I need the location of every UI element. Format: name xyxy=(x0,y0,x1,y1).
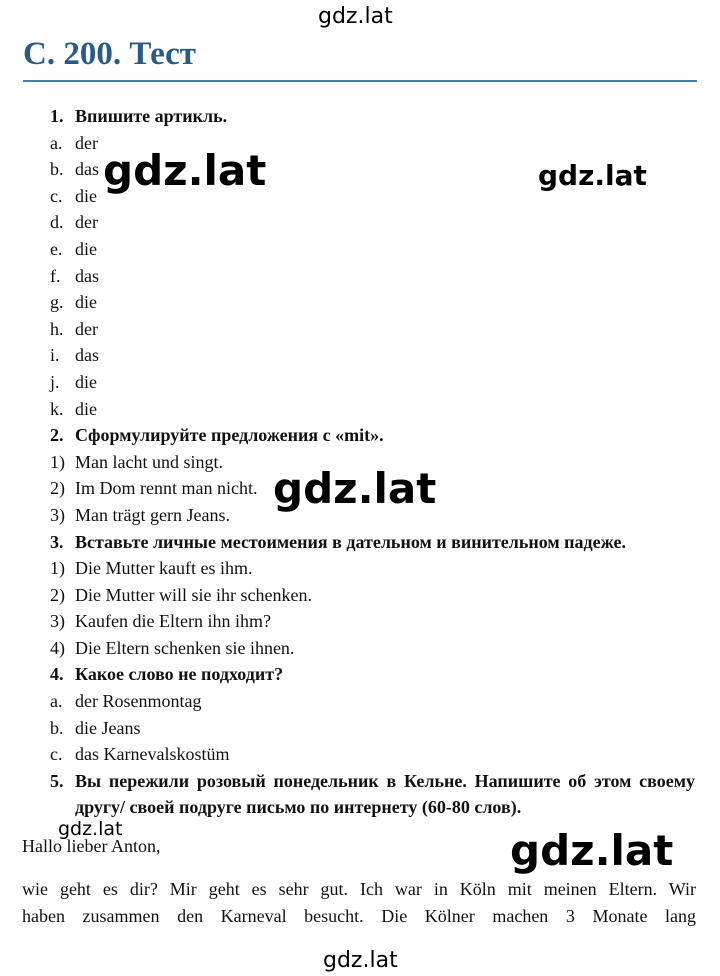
answer-mark: c. xyxy=(50,185,63,206)
answer-1g xyxy=(50,289,696,316)
answer-mark: 1) xyxy=(50,558,65,579)
answer-mark: 2) xyxy=(50,584,65,605)
answer-mark: a. xyxy=(50,691,63,712)
answer-text: die Jeans xyxy=(75,717,141,738)
answer-text: der xyxy=(75,318,98,339)
answer-text: der xyxy=(75,212,98,233)
watermark: gdz.lat xyxy=(538,159,647,192)
question-2 xyxy=(50,422,696,449)
answer-mark: c. xyxy=(50,744,63,765)
answer-3-2 xyxy=(50,582,696,609)
answer-mark: k. xyxy=(50,398,64,419)
question-number: 1. xyxy=(50,106,64,126)
answer-mark: g. xyxy=(50,292,64,313)
answer-mark: 3) xyxy=(50,504,65,525)
watermark: gdz.lat xyxy=(510,826,674,875)
answer-1i xyxy=(50,342,696,369)
question-text: Вставьте личные местоимения в дательном и винительном падеже. xyxy=(75,531,626,552)
answer-mark: i. xyxy=(50,345,60,366)
answer-mark: e. xyxy=(50,238,63,259)
answer-1k xyxy=(50,396,696,423)
answer-3-3 xyxy=(50,608,696,635)
test-content xyxy=(50,103,696,821)
answer-mark: 1) xyxy=(50,451,65,472)
answer-text: Kaufen die Eltern ihn ihm? xyxy=(75,611,271,632)
answer-mark: 3) xyxy=(50,611,65,632)
watermark: gdz.lat xyxy=(318,4,393,29)
question-number: 5. xyxy=(50,770,64,791)
watermark: gdz.lat xyxy=(103,146,267,195)
watermark: gdz.lat xyxy=(273,464,437,513)
answer-3-4 xyxy=(50,635,696,662)
question-text: Сформулируйте предложения с «mit». xyxy=(75,425,384,446)
answer-1h xyxy=(50,316,696,343)
answer-mark: d. xyxy=(50,212,64,233)
answer-mark: 2) xyxy=(50,478,65,499)
answer-text: die xyxy=(75,398,97,419)
answer-text: die xyxy=(75,292,97,313)
answer-text: das xyxy=(75,265,99,286)
answer-1e xyxy=(50,236,696,263)
question-4 xyxy=(50,661,696,688)
answer-3-1 xyxy=(50,555,696,582)
title-divider xyxy=(23,80,697,82)
letter-greeting: Hallo lieber Anton, xyxy=(22,836,161,856)
answer-1d xyxy=(50,209,696,236)
answer-text: Man lacht und singt. xyxy=(75,451,223,472)
answer-text: die xyxy=(75,238,97,259)
answer-text: das xyxy=(75,159,99,180)
answer-text: Die Mutter will sie ihr schenken. xyxy=(75,584,312,605)
watermark: gdz.lat xyxy=(323,948,398,973)
answer-text: Die Mutter kauft es ihm. xyxy=(75,558,253,579)
question-number: 2. xyxy=(50,425,64,446)
answer-text: das xyxy=(75,345,99,366)
question-1 xyxy=(50,103,696,130)
answer-mark: a. xyxy=(50,132,63,153)
question-text: Впишите артикль. xyxy=(75,106,228,126)
question-number: 4. xyxy=(50,664,64,685)
letter-line: wie geht es dir? Mir geht es sehr gut. Ich war in Köln mit meinen Eltern. Wir xyxy=(22,879,696,899)
answer-1j xyxy=(50,369,696,396)
answer-mark: f. xyxy=(50,265,61,286)
question-text: Вы пережили розовый понедельник в Кельне. Напишите об этом своему другу/ своей подруге письмо по интернету (60-80 слов). xyxy=(75,770,695,817)
answer-mark: b. xyxy=(50,159,64,180)
answer-text: die xyxy=(75,185,97,206)
answer-text: der xyxy=(75,132,98,153)
answer-mark: b. xyxy=(50,717,64,738)
question-text: Какое слово не подходит? xyxy=(75,664,284,685)
answer-4b xyxy=(50,715,696,742)
answer-4a xyxy=(50,688,696,715)
answer-mark: j. xyxy=(50,371,60,392)
question-5 xyxy=(50,768,696,821)
answer-mark: h. xyxy=(50,318,64,339)
answer-text: Die Eltern schenken sie ihnen. xyxy=(75,637,295,658)
answer-4c xyxy=(50,741,696,768)
answer-text: Im Dom rennt man nicht. xyxy=(75,478,258,499)
page-title: С. 200. Тест xyxy=(23,36,196,72)
answer-mark: 4) xyxy=(50,637,65,658)
answer-1f xyxy=(50,263,696,290)
letter-body xyxy=(22,876,696,930)
answer-text: der Rosenmontag xyxy=(75,691,202,712)
answer-text: Man trägt gern Jeans. xyxy=(75,504,230,525)
answer-text: die xyxy=(75,371,97,392)
question-3 xyxy=(50,529,696,556)
question-number: 3. xyxy=(50,531,64,552)
answer-text: das Karnevalskostüm xyxy=(75,744,230,765)
watermark: gdz.lat xyxy=(58,818,123,840)
letter-line: haben zusammen den Karneval besucht. Die Kölner machen 3 Monate lang xyxy=(22,906,696,926)
